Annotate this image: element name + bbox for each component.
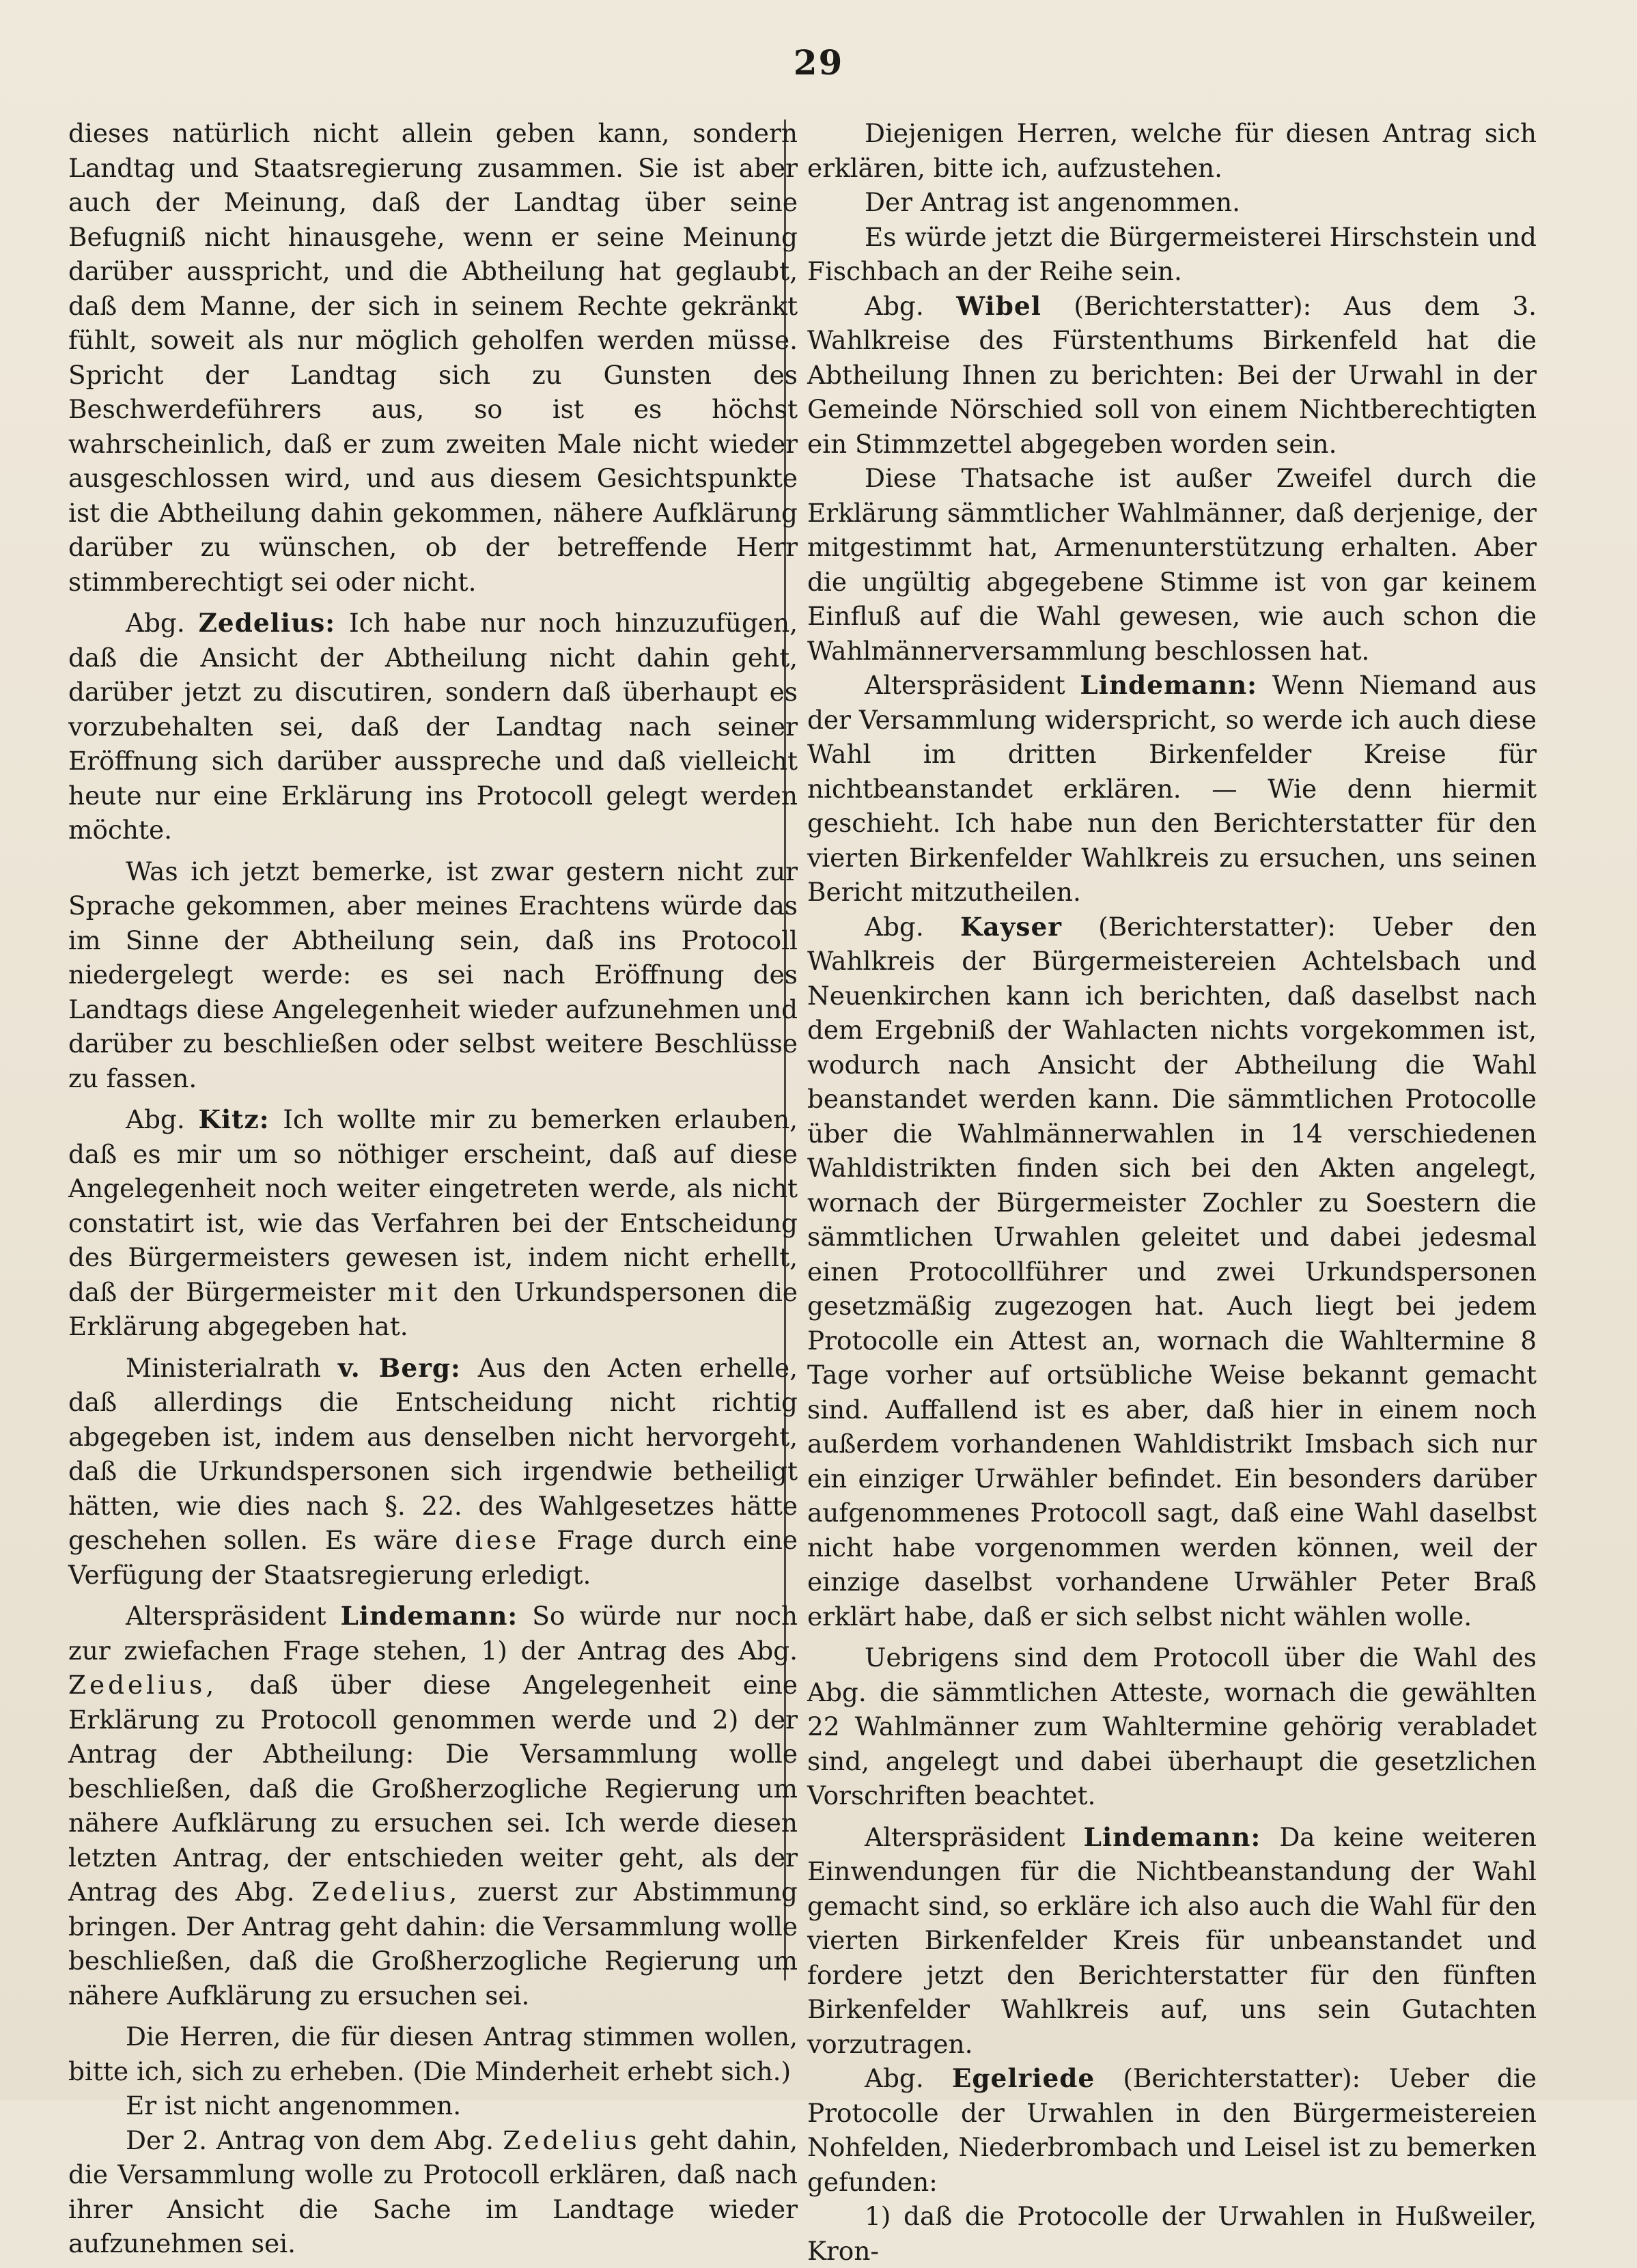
speech-text: (Berichterstatter): Ueber die Protocolle der Urwahlen in den Bürgermeistereien Nohfelden, Niederbrombach und Leisel ist zu bemerken gefunden: (807, 2063, 1537, 2197)
speaker-title: Ministerialrath (126, 1352, 321, 1383)
speech-text: Der 2. Antrag von dem Abg. (126, 2125, 494, 2155)
speech-text: Frage durch eine Verfügung der Staatsregierung erledigt. (68, 1525, 798, 1590)
speaker-name-lindemann: Lindemann: (1083, 1821, 1261, 1852)
name-zedelius: Zedelius, (311, 1877, 461, 1907)
right-paragraph-4 (807, 289, 1537, 462)
speaker-title: Abg. (865, 290, 924, 321)
right-paragraph-9 (807, 1820, 1537, 2062)
speaker-name-lindemann: Lindemann: (1080, 670, 1257, 700)
right-paragraph-11: 1) daß die Protocolle der Urwahlen in Hußweiler, Kron- (807, 2201, 1537, 2266)
left-paragraph-8: Er ist nicht angenommen. (126, 2090, 462, 2120)
speaker-name-lindemann: Lindemann: (340, 1601, 518, 1631)
left-paragraph-4 (68, 1102, 798, 1344)
right-paragraph-8: Uebrigens sind dem Protocoll über die Wahl des Abg. die sämmtlichen Atteste, wornach die gewählten 22 Wahlmänner zum Wahltermine gehörig verabladet sind, angelegt und dabei überhaupt die gesetzlichen Vorschriften beachtet. (807, 1642, 1537, 1810)
speech-text: Aus den Acten erhelle, daß allerdings die Entscheidung nicht richtig abgegeben ist, indem aus denselben nicht hervorgeht, daß die Urkundspersonen sich irgendwie betheiligt hätten, wie dies nach §. 22. des Wahlgesetzes hätte geschehen sollen. Es wäre (68, 1352, 798, 1555)
speech-text: zuerst zur Abstimmung bringen. Der Antrag geht dahin: die Versammlung wolle beschließen, daß die Großherzogliche Regierung um nähere Aufklärung zu ersuchen sei. (68, 1877, 798, 2011)
speaker-title: Alterspräsident (865, 1821, 1065, 1852)
left-paragraph-1: dieses natürlich nicht allein geben kann, sondern Landtag und Staatsregierung zusammen. Sie ist aber auch der Meinung, daß der Landtag über seine Befugniß nicht hinausgehe, wenn er seine Meinung darüber ausspricht, und die Abtheilung hat geglaubt, daß dem Manne, der sich in seinem Rechte gekränkt fühlt, soweit als nur möglich geholfen werden müsse. Spricht der Landtag sich zu Gunsten des Beschwerdeführers aus, so ist es höchst wahrscheinlich, daß er zum zweiten Male nicht wieder ausgeschlossen wird, und aus diesem Gesichtspunkte ist die Abtheilung dahin gekommen, nähere Aufklärung darüber zu wünschen, ob der betreffende Herr stimmberechtigt sei oder nicht. (68, 118, 798, 597)
speech-text: Da keine weiteren Einwendungen für die Nichtbeanstandung der Wahl gemacht sind, so erkläre ich also auch die Wahl für den vierten Birkenfelder Kreis für unbeanstandet und fordere jetzt den Berichterstatter für den fünften Birkenfelder Wahlkreis auf, uns sein Gutachten vorzutragen. (807, 1821, 1537, 2059)
right-paragraph-1: Diejenigen Herren, welche für diesen Antrag sich erklären, bitte ich, aufzustehen. (807, 118, 1537, 183)
speech-text: Wenn Niemand aus der Versammlung widerspricht, so werde ich auch diese Wahl im dritten Birkenfelder Kreise für nichtbeanstandet erklären. — Wie denn hiermit geschieht. Ich habe nun den Berichterstatter für den vierten Birkenfelder Wahlkreis zu ersuchen, uns seinen Bericht mitzutheilen. (807, 670, 1537, 907)
speaker-name-kayser: Kayser (960, 911, 1062, 942)
left-paragraph-5 (68, 1351, 798, 1593)
page-number: 29 (793, 42, 844, 83)
name-zedelius: Zedelius, (68, 1670, 218, 1700)
speech-text: Ich wollte mir zu bemerken erlauben, daß es mir um so nöthiger erscheint, daß auf diese Angelegenheit noch weiter eingetreten werde, als nicht constatirt ist, wie das Verfahren bei der Entscheidung des Bürgermeisters gewesen ist, indem nicht erhellt, daß der Bürgermeister (68, 1104, 798, 1307)
left-paragraph-9 (68, 2123, 798, 2261)
right-paragraph-5: Diese Thatsache ist außer Zweifel durch die Erklärung sämmtlicher Wahlmänner, daß derjenige, der mitgestimmt hat, Armenunterstützung erhalten. Aber die ungültig abgegebene Stimme ist von gar keinem Einfluß auf die Wahl gewesen, wie auch schon die Wahlmännerversammlung beschlossen hat. (807, 463, 1537, 666)
speech-text: daß über diese Angelegenheit eine Erklärung zu Protocoll genommen werde und 2) der Antrag der Abtheilung: Die Versammlung wolle beschließen, daß die Großherzogliche Regierung um nähere Aufklärung zu ersuchen sei. Ich werde diesen letzten Antrag, der entschieden weiter geht, als der Antrag des Abg. (68, 1670, 798, 1907)
speaker-title: Alterspräsident (126, 1601, 326, 1631)
right-paragraph-10 (807, 2061, 1537, 2199)
left-paragraph-2 (68, 606, 798, 848)
right-paragraph-2: Der Antrag ist angenommen. (865, 187, 1241, 217)
right-paragraph-6 (807, 668, 1537, 910)
left-paragraph-3: Was ich jetzt bemerke, ist zwar gestern nicht zur Sprache gekommen, aber meines Erachtens würde das im Sinne der Abtheilung sein, daß ins Protocoll niedergelegt werde: es sei nach Eröffnung des Landtags diese Angelegenheit wieder aufzunehmen und darüber zu beschließen oder selbst weitere Beschlüsse zu fassen. (68, 856, 798, 1093)
left-paragraph-7: Die Herren, die für diesen Antrag stimmen wollen, bitte ich, sich zu erheben. (Die Minderheit erhebt sich.) (68, 2021, 798, 2086)
speech-text: (Berichterstatter): Aus dem 3. Wahlkreise des Fürstenthums Birkenfeld hat die Abtheilung Ihnen zu berichten: Bei der Urwahl in der Gemeinde Nörschied soll von einem Nichtberechtigten ein Stimmzettel abgegeben worden sein. (807, 290, 1537, 459)
speech-text: So würde nur noch zur zwiefachen Frage stehen, 1) der Antrag des Abg. (68, 1601, 798, 1666)
speaker-name-egelriede: Egelriede (951, 2063, 1095, 2093)
speaker-name-kitz: Kitz: (198, 1104, 270, 1134)
speaker-title: Abg. (126, 1104, 185, 1134)
speaker-title: Abg. (126, 608, 185, 638)
speech-text: (Berichterstatter): Ueber den Wahlkreis der Bürgermeistereien Achtelsbach und Neuenkirchen kann ich berichten, daß daselbst nach dem Ergebniß der Wahlacten nichts vorgekommen ist, wodurch nach Ansicht der Abtheilung die Wahl beanstandet werden kann. Die sämmtlichen Protocolle über die Wahlmännerwahlen in 14 verschiedenen Wahldistrikten finden sich bei den Akten angelegt, wornach der Bürgermeister Zochler zu Soestern die sämmtlichen Urwahlen geleitet und dabei jedesmal einen Protocollführer und zwei Urkundspersonen gesetzmäßig zugezogen hat. Auch liegt bei jedem Protocolle ein Attest an, wornach die Wahltermine 8 Tage vorher auf ortsübliche Weise bekannt gemacht sind. Auffallend ist es aber, daß hier in einem noch außerdem vorhandenen Wahldistrikt Imsbach sich nur ein einziger Urwähler befindet. Ein besonders darüber aufgenommenes Protocoll sagt, daß eine Wahl daselbst nicht habe vorgenommen werden können, weil der einzige daselbst vorhandene Urwähler Peter Braß erklärt habe, daß er sich selbst nicht wählen wolle. (807, 911, 1537, 1632)
speaker-title: Abg. (865, 911, 924, 942)
speech-text: Ich habe nur noch hinzuzufügen, daß die Ansicht der Abtheilung nicht dahin geht, darüber jetzt zu discutiren, sondern daß überhaupt es vorzubehalten sei, daß der Landtag nach seiner Eröffnung sich darüber ausspreche und daß vielleicht heute nur eine Erklärung ins Protocoll gelegt werden möchte. (68, 608, 798, 845)
speaker-name-zedelius: Zedelius: (198, 608, 336, 638)
right-paragraph-3: Es würde jetzt die Bürgermeisterei Hirschstein und Fischbach an der Reihe sein. (807, 221, 1537, 286)
left-column (68, 116, 798, 2261)
speaker-title: Abg. (865, 2063, 924, 2093)
name-zedelius: Zedelius (503, 2125, 641, 2155)
right-column (807, 116, 1537, 2268)
speaker-name-v-berg: v. Berg: (337, 1352, 461, 1383)
speaker-name-wibel: Wibel (956, 290, 1041, 321)
left-paragraph-6 (68, 1599, 798, 2013)
speech-text: den Urkundspersonen die Erklärung abgegeben hat. (68, 1276, 798, 1341)
speaker-title: Alterspräsident (865, 670, 1065, 700)
speech-text: geht dahin, die Versammlung wolle zu Protocoll erklären, daß nach ihrer Ansicht die Sache im Landtage wieder aufzunehmen sei. (68, 2125, 798, 2258)
emphasis-word: mit (387, 1276, 441, 1307)
emphasis-word: diese (455, 1525, 540, 1555)
right-paragraph-7 (807, 910, 1537, 1634)
